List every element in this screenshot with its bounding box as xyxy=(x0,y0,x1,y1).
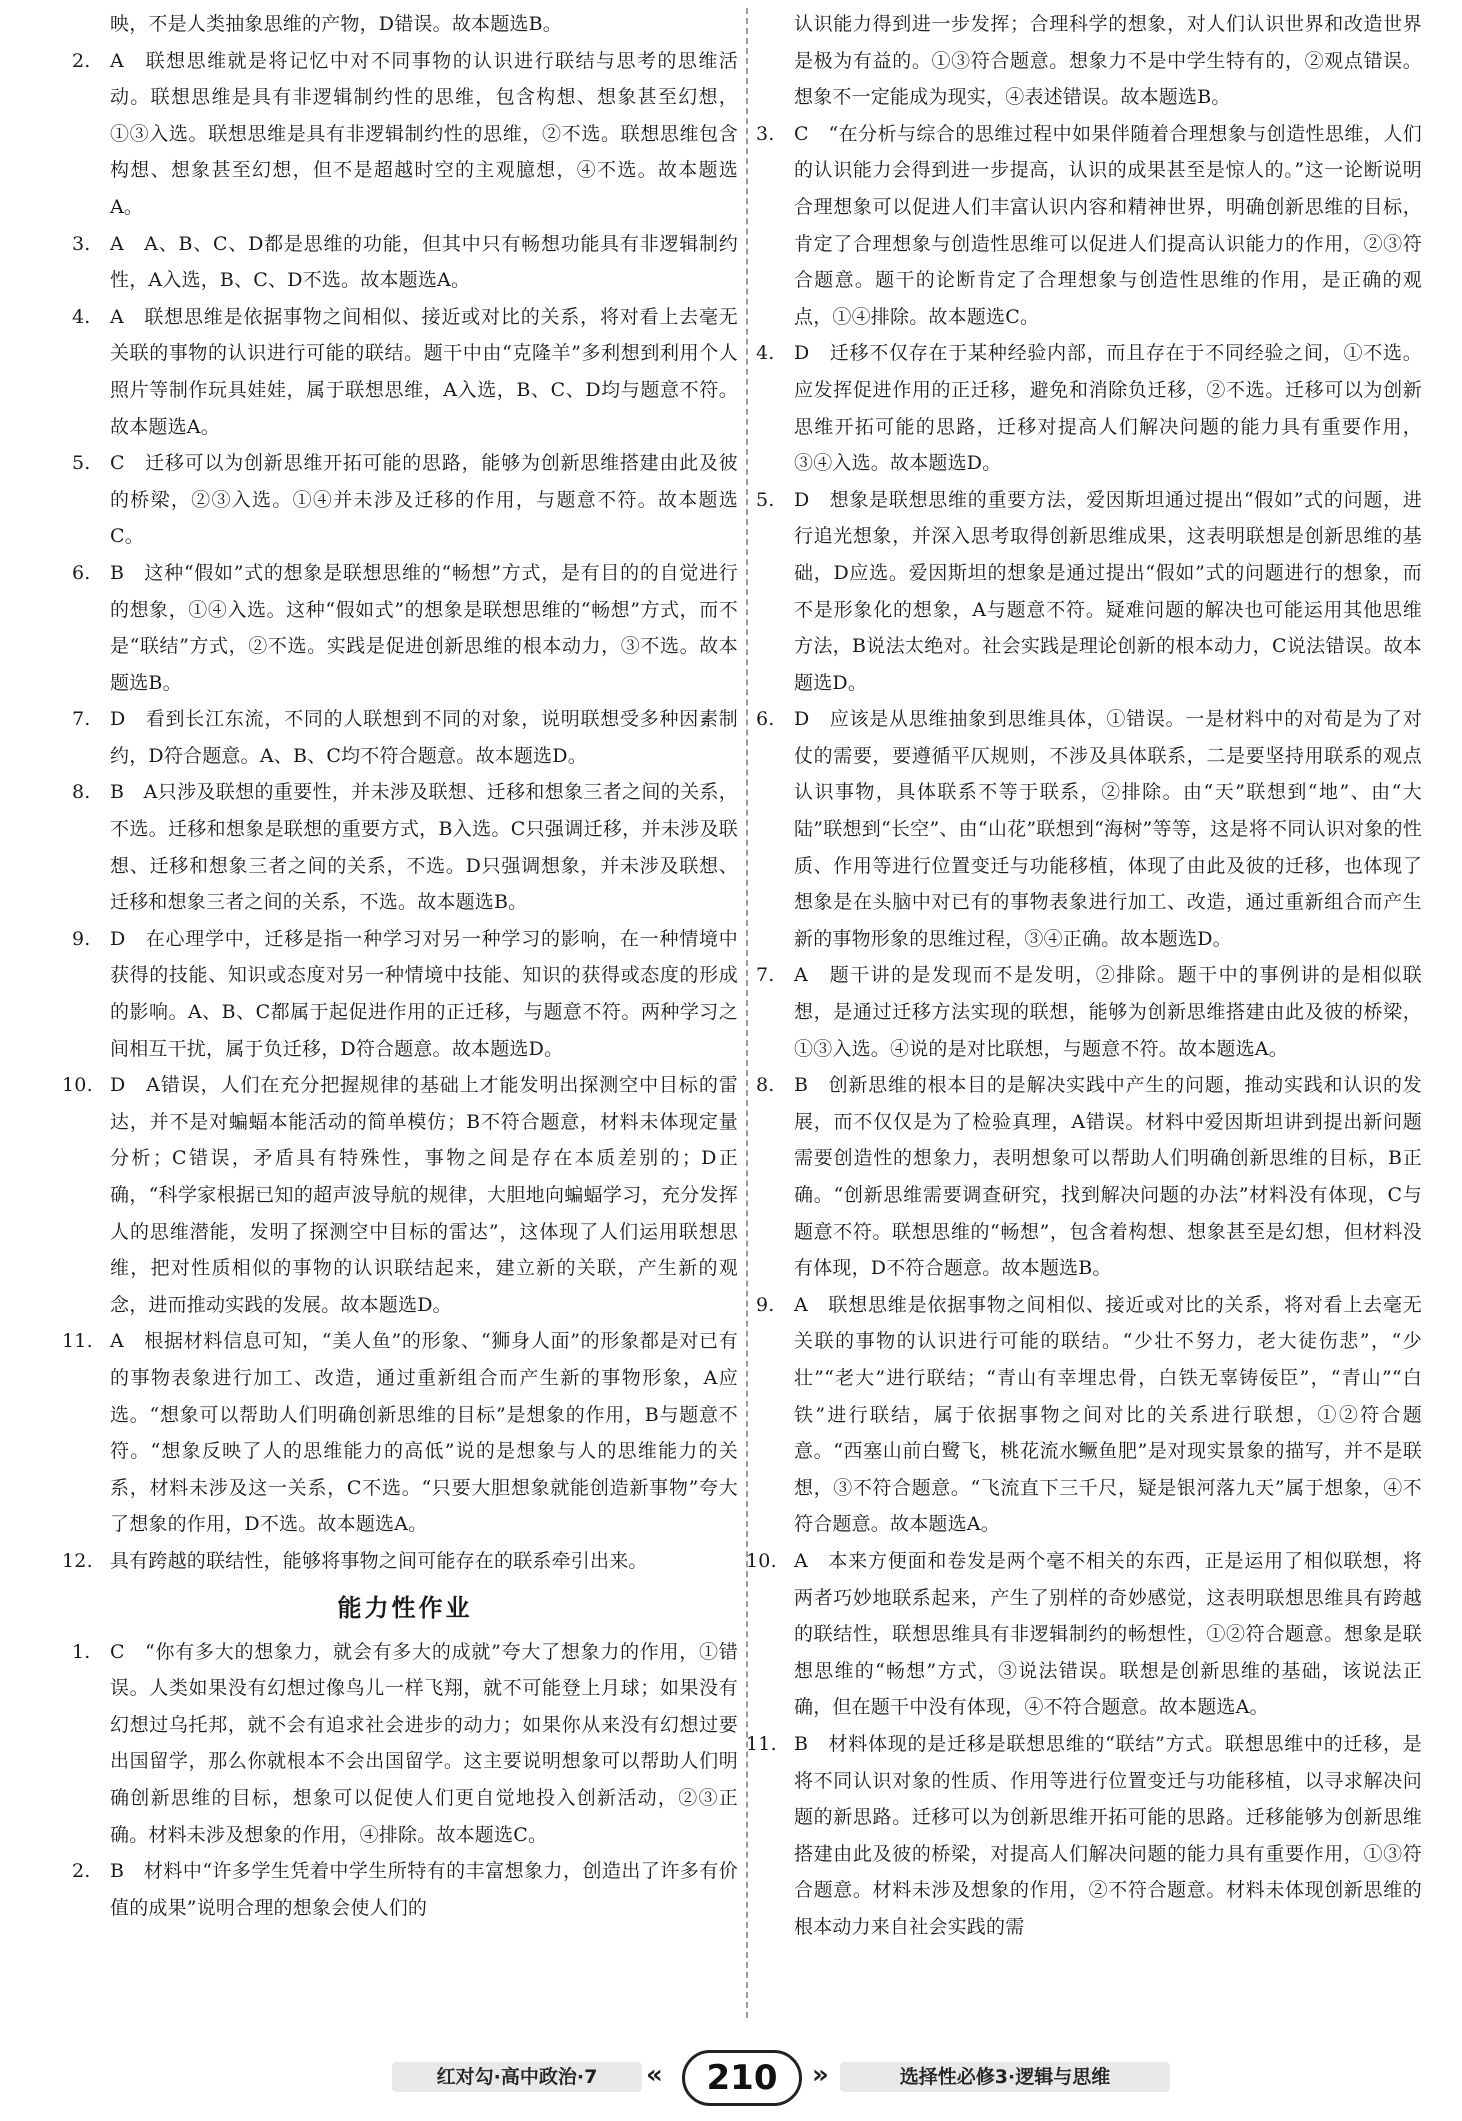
item-number: 10. xyxy=(746,1549,777,1572)
item-text: B 材料中“许多学生凭着中学生所特有的丰富想象力，创造出了许多有价值的成果”说明合理的想象会使人们的 xyxy=(110,1860,738,1919)
left-item-11 xyxy=(62,1323,738,1543)
item-number: 7. xyxy=(756,964,775,987)
page-footer xyxy=(0,2050,1462,2106)
item-number: 6. xyxy=(72,561,91,584)
item-text: D 应该是从思维抽象到思维具体，①错误。一是材料中的对荀是为了对仗的需要，要遵循平仄规则，不涉及具体联系，二是要坚持用联系的观点认识事物，具体联系不等于联系，②排除。由“天”联想到“地”、由“大陆”联想到“长空”、由“山花”联想到“海树”等等，这是将不同认识对象的性质、作用等进行位置变迁与功能移植，体现了由此及彼的迁移，也体现了想象是在头脑中对已有的事物表象进行加工、改造，通过重新组合而产生新的事物形象的思维过程，③④正确。故本题选D。 xyxy=(794,708,1422,950)
item-text: A A、B、C、D都是思维的功能，但其中只有畅想功能具有非逻辑制约性，A入选，B、C、D不选。故本题选A。 xyxy=(110,232,738,292)
item-text: D 在心理学中，迁移是指一种学习对另一种学习的影响，在一种情境中获得的技能、知识或态度对另一种情境中技能、知识的获得或态度的形成的影响。A、B、C都属于起促进作用的正迁移，与题意不符。两种学习之间相互干扰，属于负迁移，D符合题意。故本题选D。 xyxy=(110,927,738,1060)
right-item-9 xyxy=(756,1287,1422,1543)
left-item-7 xyxy=(72,701,738,774)
item-number: 9. xyxy=(72,927,91,950)
book-title-label: 红对勾·高中政治·7 xyxy=(392,2062,642,2092)
right-item-10 xyxy=(746,1543,1422,1726)
item-text: C 迁移可以为创新思维开拓可能的思路，能够为创新思维搭建由此及彼的桥梁，②③入选。①④并未涉及迁移的作用，与题意不符。故本题选C。 xyxy=(110,452,738,548)
right-item-8 xyxy=(756,1067,1422,1287)
right-item-11 xyxy=(746,1726,1422,1946)
left-item-6 xyxy=(72,555,738,701)
item-text: A 联想思维是依据事物之间相似、接近或对比的关系，将对看上去毫无关联的事物的认识进行可能的联结。题干中由“克隆羊”多利想到利用个人照片等制作玩具娃娃，属于联想思维，A入选，B、C、D均与题意不符。故本题选A。 xyxy=(110,305,738,438)
right-item-3 xyxy=(756,116,1422,336)
left-item-8 xyxy=(72,774,738,920)
right-chevrons-icon: » xyxy=(812,2060,829,2090)
item-number: 12. xyxy=(62,1549,93,1572)
item-number: 3. xyxy=(756,122,775,145)
item-number: 8. xyxy=(756,1074,775,1097)
right-item-4 xyxy=(756,335,1422,481)
item-number: 4. xyxy=(756,342,775,365)
item-text: B 创新思维的根本目的是解决实践中产生的问题，推动实践和认识的发展，而不仅仅是为了检验真理，A错误。材料中爱因斯坦讲到提出新问题需要创造性的想象力，表明想象可以帮助人们明确创新思维的目标，B正确。“创新思维需要调查研究，找到解决问题的办法”材料没有体现，C与题意不符。联想思维的“畅想”，包含着构想、想象甚至是幻想，但材料没有体现，D不符合题意。故本题选B。 xyxy=(794,1074,1422,1280)
item-number: 8. xyxy=(72,781,91,804)
right-item-7 xyxy=(756,957,1422,1067)
left-item-3 xyxy=(72,226,738,299)
item-number: 1. xyxy=(72,1640,91,1663)
item-text: 具有跨越的联结性，能够将事物之间可能存在的联系牵引出来。 xyxy=(110,1549,648,1572)
section-item-2 xyxy=(72,1853,738,1926)
left-item-9 xyxy=(72,921,738,1067)
left-column xyxy=(62,6,738,1926)
item-text: A 联想思维就是将记忆中对不同事物的认识进行联结与思考的思维活动。联想思维是具有非逻辑制约性的思维，包含构想、想象甚至幻想，①③入选。联想思维是具有非逻辑制约性的思维，②不选。联想思维包含构想、想象甚至幻想，但不是超越时空的主观臆想，④不选。故本题选A。 xyxy=(110,49,738,218)
item-text: D A错误，人们在充分把握规律的基础上才能发明出探测空中目标的雷达，并不是对蝙蝠本能活动的简单模仿；B不符合题意，材料未体现定量分析；C错误，矛盾具有特殊性，事物之间是存在本质差别的；D正确，“科学家根据已知的超声波导航的规律，大胆地向蝙蝠学习，充分发挥人的思维潜能，发明了探测空中目标的雷达”，这体现了人们运用联想思维，把对性质相似的事物的认识联结起来，建立新的关联，产生新的观念，进而推动实践的发展。故本题选D。 xyxy=(110,1074,738,1316)
page-number: 210 xyxy=(682,2050,802,2106)
section-title: 能力性作业 xyxy=(337,1593,473,1622)
right-intro: 认识能力得到进一步发挥；合理科学的想象，对人们认识世界和改造世界是极为有益的。①③符合题意。想象力不是中学生特有的，②观点错误。想象不一定能成为现实，④表述错误。故本题选B。 xyxy=(794,13,1422,109)
left-item-5 xyxy=(72,445,738,555)
item-number: 2. xyxy=(72,1860,91,1883)
item-text: D 迁移不仅存在于某种经验内部，而且存在于不同经验之间，①不选。应发挥促进作用的正迁移，避免和消除负迁移，②不选。迁移可以为创新思维开拓可能的思路，迁移对提高人们解决问题的能力具有重要作用，③④入选。故本题选D。 xyxy=(794,342,1422,475)
item-text: A 联想思维是依据事物之间相似、接近或对比的关系，将对看上去毫无关联的事物的认识进行可能的联结。“少壮不努力，老大徒伤悲”，“少壮”“老大”进行联结；“青山有幸埋忠骨，白铁无辜铸佞臣”，“青山”“白铁”进行联结，属于依据事物之间对比的关系进行联想，①②符合题意。“西塞山前白鹭飞，桃花流水鳜鱼肥”是对现实景象的描写，并不是联想，③不符合题意。“飞流直下三千尺，疑是银河落九天”属于想象，④不符合题意。故本题选A。 xyxy=(794,1293,1422,1536)
item-number: 10. xyxy=(62,1074,93,1097)
item-text: A 题干讲的是发现而不是发明，②排除。题干中的事例讲的是相似联想，是通过迁移方法实现的联想，能够为创新思维搭建由此及彼的桥梁，①③入选。④说的是对比联想，与题意不符。故本题选A。 xyxy=(794,964,1422,1060)
item-text: B 这种“假如”式的想象是联想思维的“畅想”方式，是有目的的自觉进行的想象，①④入选。这种“假如式”的想象是联想思维的“畅想”方式，而不是“联结”方式，②不选。实践是促进创新思维的根本动力，③不选。故本题选B。 xyxy=(110,561,738,694)
column-divider xyxy=(746,8,748,2018)
right-item-6 xyxy=(756,701,1422,957)
left-item-12 xyxy=(62,1543,738,1580)
right-item-5 xyxy=(756,482,1422,702)
item-text: D 看到长江东流，不同的人联想到不同的对象，说明联想受多种因素制约，D符合题意。A、B、C均不符合题意。故本题选D。 xyxy=(110,708,738,767)
item-text: A 本来方便面和卷发是两个毫不相关的东西，正是运用了相似联想，将两者巧妙地联系起来，产生了别样的奇妙感觉，这表明联想思维具有跨越的联结性，联想思维具有非逻辑制约的畅想性，①②符合题意。想象是联想思维的“畅想”方式，③说法错误。联想是创新思维的基础，该说法正确，但在题干中没有体现，④不符合题意。故本题选A。 xyxy=(794,1549,1422,1719)
item-number: 7. xyxy=(72,708,91,731)
left-item-2 xyxy=(72,43,738,226)
item-number: 6. xyxy=(756,708,775,731)
left-intro: 映，不是人类抽象思维的产物，D错误。故本题选B。 xyxy=(110,13,562,35)
item-number: 3. xyxy=(72,232,91,255)
item-number: 4. xyxy=(72,305,91,328)
left-item-4 xyxy=(72,299,738,445)
item-text: B A只涉及联想的重要性，并未涉及联想、迁移和想象三者之间的关系，不选。迁移和想象是联想的重要方式，B入选。C只强调迁移，并未涉及联想、迁移和想象三者之间的关系，不选。D只强调想象，并未涉及联想、迁移和想象三者之间的关系，不选。故本题选B。 xyxy=(110,781,738,914)
right-column xyxy=(746,6,1422,1945)
item-text: B 材料体现的是迁移是联想思维的“联结”方式。联想思维中的迁移，是将不同认识对象的性质、作用等进行位置变迁与功能移植，以寻求解决问题的新思路。迁移可以为创新思维开拓可能的思路。迁移能够为创新思维搭建由此及彼的桥梁，对提高人们解决问题的能力具有重要作用，①③符合题意。材料未涉及想象的作用，②不符合题意。材料未体现创新思维的根本动力来自社会实践的需 xyxy=(794,1732,1422,1938)
item-number: 11. xyxy=(746,1732,777,1755)
book-volume-label: 选择性必修3·逻辑与思维 xyxy=(840,2062,1170,2092)
item-number: 2. xyxy=(72,49,91,72)
item-text: C “你有多大的想象力，就会有多大的成就”夸大了想象力的作用，①错误。人类如果没有幻想过像鸟儿一样飞翔，就不可能登上月球；如果没有幻想过乌托邦，就不会有追求社会进步的动力；如果你从来没有幻想过要出国留学，那么你就根本不会出国留学。这主要说明想象可以帮助人们明确创新思维的目标，想象可以促使人们更自觉地投入创新活动，②③正确。材料未涉及想象的作用，④排除。故本题选C。 xyxy=(110,1640,738,1846)
item-number: 5. xyxy=(72,452,91,475)
item-number: 11. xyxy=(62,1330,93,1353)
section-item-1 xyxy=(72,1634,738,1854)
left-item-10 xyxy=(62,1067,738,1323)
item-number: 9. xyxy=(756,1293,775,1316)
item-text: A 根据材料信息可知，“美人鱼”的形象、“狮身人面”的形象都是对已有的事物表象进行加工、改造，通过重新组合而产生新的事物形象，A应选。“想象可以帮助人们明确创新思维的目标”是想象的作用，B与题意不符。“想象反映了人的思维能力的高低”说的是想象与人的思维能力的关系，材料未涉及这一关系，C不选。“只要大胆想象就能创造新事物”夸大了想象的作用，D不选。故本题选A。 xyxy=(110,1330,738,1536)
item-text: D 想象是联想思维的重要方法，爱因斯坦通过提出“假如”式的问题，进行追光想象，并深入思考取得创新思维成果，这表明联想是创新思维的基础，D应选。爱因斯坦的想象是通过提出“假如”式的问题进行的想象，而不是形象化的想象，A与题意不符。疑难问题的解决也可能运用其他思维方法，B说法太绝对。社会实践是理论创新的根本动力，C说法错误。故本题选D。 xyxy=(794,488,1422,694)
item-text: C “在分析与综合的思维过程中如果伴随着合理想象与创造性思维，人们的认识能力会得到进一步提高，认识的成果甚至是惊人的。”这一论断说明合理想象可以促进人们丰富认识内容和精神世界，明确创新思维的目标，肯定了合理想象与创造性思维可以促进人们提高认识能力的作用，②③符合题意。题干的论断肯定了合理想象与创造性思维的作用，是正确的观点，①④排除。故本题选C。 xyxy=(794,122,1422,328)
item-number: 5. xyxy=(756,488,775,511)
left-chevrons-icon: « xyxy=(646,2060,663,2090)
